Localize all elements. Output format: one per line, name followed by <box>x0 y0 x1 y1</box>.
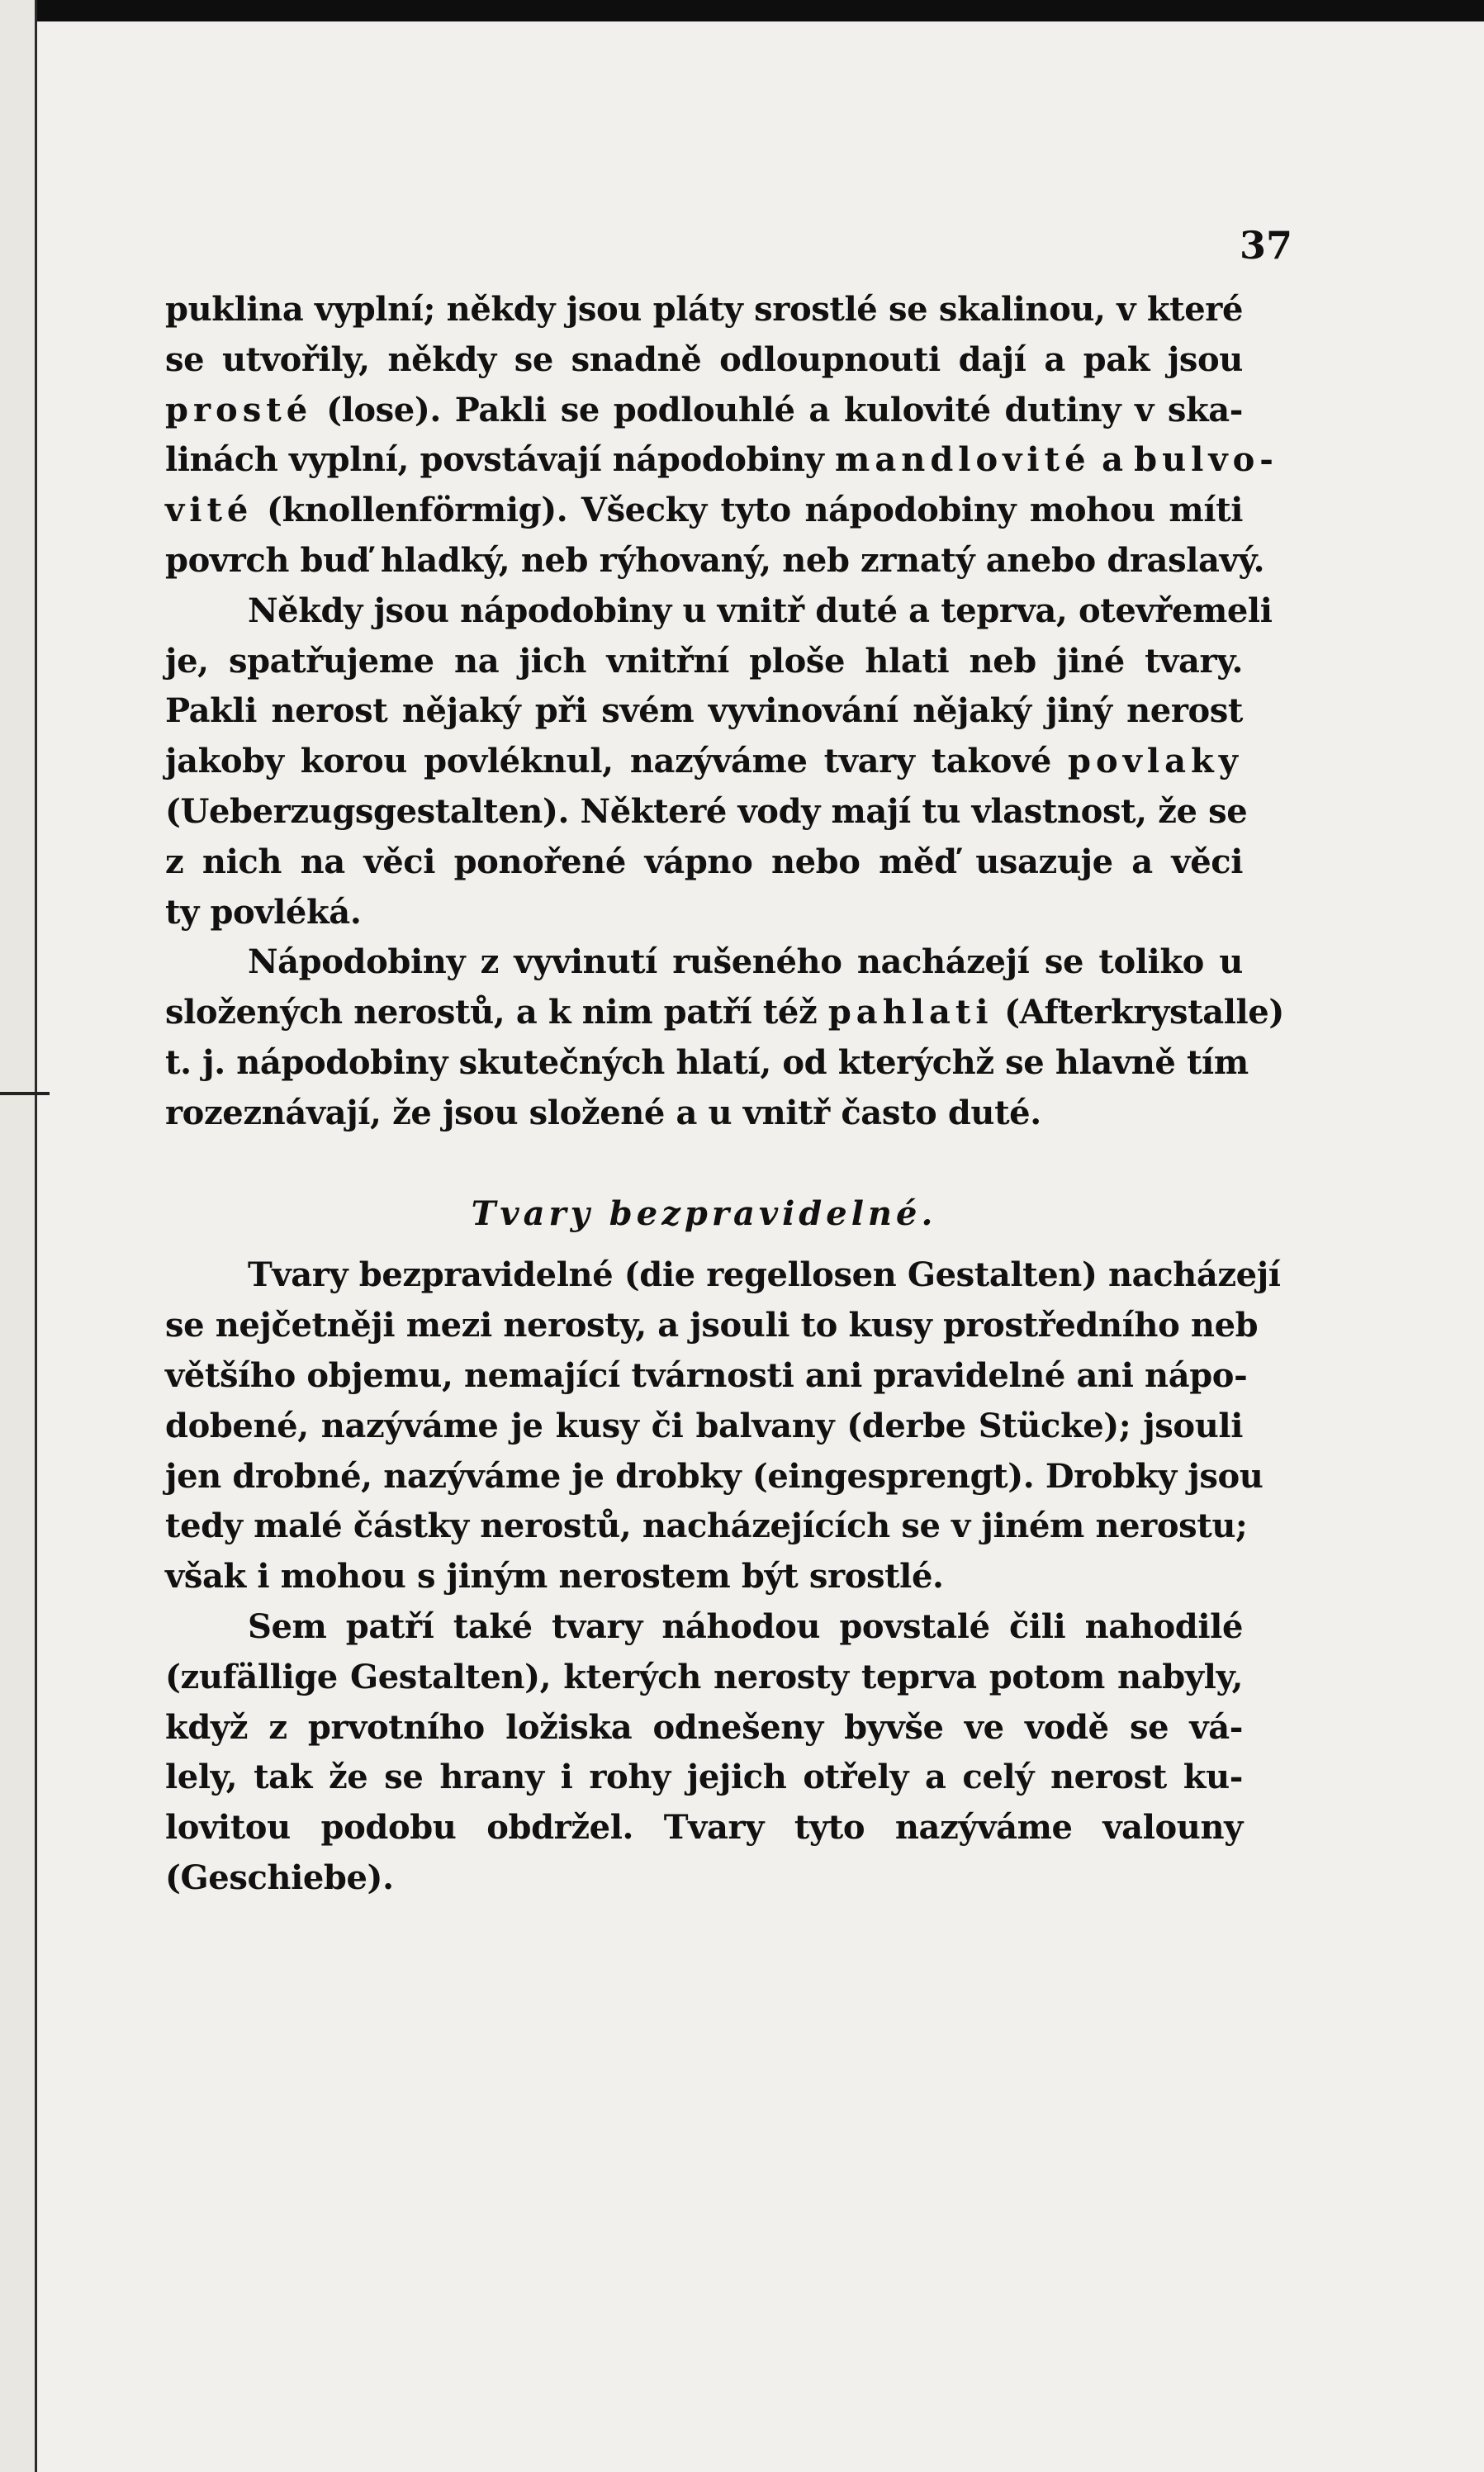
text-line: většího objemu, nemající tvárnosti ani pravidelné ani nápo- <box>165 1355 1248 1395</box>
text-line: Tvary bezpravidelné (die regellosen Gestalten) nacházejí <box>248 1255 1281 1295</box>
text-line: jen drobné, nazýváme je drobky (eingesprengt). Drobky jsou <box>165 1456 1264 1496</box>
emphasized-term: kusy <box>555 1406 639 1445</box>
text-line: rozeznávají, že jsou složené a u vnitř často duté. <box>165 1093 1041 1132</box>
text-line: ty povléká. <box>165 892 362 932</box>
page-number: 37 <box>1239 223 1292 268</box>
text-line: Pakli nerost nějaký při svém vyvinování nějaký jiný nerost <box>165 691 1243 731</box>
text-line: (Geschiebe). <box>165 1858 394 1897</box>
text-line: se nejčetněji mezi nerosty, a jsouli to kusy prostředního neb <box>165 1306 1259 1345</box>
text-line: se utvořily, někdy se snadně odloupnouti dají a pak jsou <box>165 339 1243 379</box>
text-line: prosté (lose). Pakli se podlouhlé a kulovité dutiny v ska- <box>165 390 1243 429</box>
text-line: lely, tak že se hrany i rohy jejich otřely a celý nerost ku- <box>165 1758 1243 1797</box>
emphasized-term: balvany <box>695 1406 835 1445</box>
text-line: Sem patří také tvary náhodou povstalé čili nahodilé <box>248 1606 1243 1646</box>
text-line: t. j. nápodobiny skutečných hlatí, od kterýchž se hlavně tím <box>165 1042 1249 1082</box>
text-line: Nápodobiny z vyvinutí rušeného nacházejí se toliko u <box>248 942 1243 982</box>
spaced-term: mandlovité <box>835 440 1091 480</box>
emphasized-term: nahodilé <box>1084 1606 1243 1646</box>
text-line: povrch buď hladký, neb rýhovaný, neb zrnatý anebo draslavý. <box>165 540 1265 580</box>
body-text <box>165 285 1284 1904</box>
spaced-term: povlaky <box>1068 742 1243 781</box>
text-line: lovitou podobu obdržel. Tvary tyto nazýváme valouny <box>165 1808 1243 1848</box>
section-heading: Tvary bezpravidelné. <box>471 1193 937 1233</box>
text-line: Někdy jsou nápodobiny u vnitř duté a teprva, otevřemeli <box>248 591 1273 630</box>
text-line: z nich na věci ponořené vápno nebo měď usazuje a věci <box>165 842 1243 881</box>
text-line: složených nerostů, a k nim patří též pahlati (Afterkrystalle) <box>165 993 1284 1032</box>
text-line: však i mohou s jiným nerostem být srostlé. <box>165 1557 944 1597</box>
text-line: tedy malé částky nerostů, nacházejících se v jiném nerostu; <box>165 1506 1248 1546</box>
text-line: vité (knollenförmig). Všecky tyto nápodobiny mohou míti <box>165 491 1243 530</box>
spaced-term: pahlati <box>827 993 993 1032</box>
scan-top-edge <box>0 0 1484 21</box>
text-line: (zufällige Gestalten), kterých nerosty teprva potom nabyly, <box>165 1657 1243 1696</box>
text-line: když z prvotního ložiska odnešeny byvše ve vodě se vá- <box>165 1707 1243 1747</box>
margin-mark <box>0 1092 50 1095</box>
spaced-term: prosté <box>165 390 313 429</box>
text-line: (Ueberzugsgestalten). Některé vody mají tu vlastnost, že se <box>165 791 1248 831</box>
emphasized-term: drobky <box>615 1456 742 1496</box>
spaced-term: vité <box>165 491 254 530</box>
text-line: jakoby korou povléknul, nazýváme tvary takové povlaky <box>165 742 1243 781</box>
spaced-term: bulvo- <box>1134 440 1278 480</box>
binding-edge <box>0 0 37 2472</box>
text-line: linách vyplní, povstávají nápodobiny mandlovité a bulvo- <box>165 440 1278 480</box>
emphasized-term: valouny <box>1102 1808 1243 1848</box>
text-line: dobené, nazýváme je kusy či balvany (derbe Stücke); jsouli <box>165 1406 1243 1445</box>
text-line: puklina vyplní; někdy jsou pláty srostlé se skalinou, v které <box>165 290 1243 329</box>
text-line: je, spatřujeme na jich vnitřní ploše hlati neb jiné tvary. <box>165 641 1243 681</box>
